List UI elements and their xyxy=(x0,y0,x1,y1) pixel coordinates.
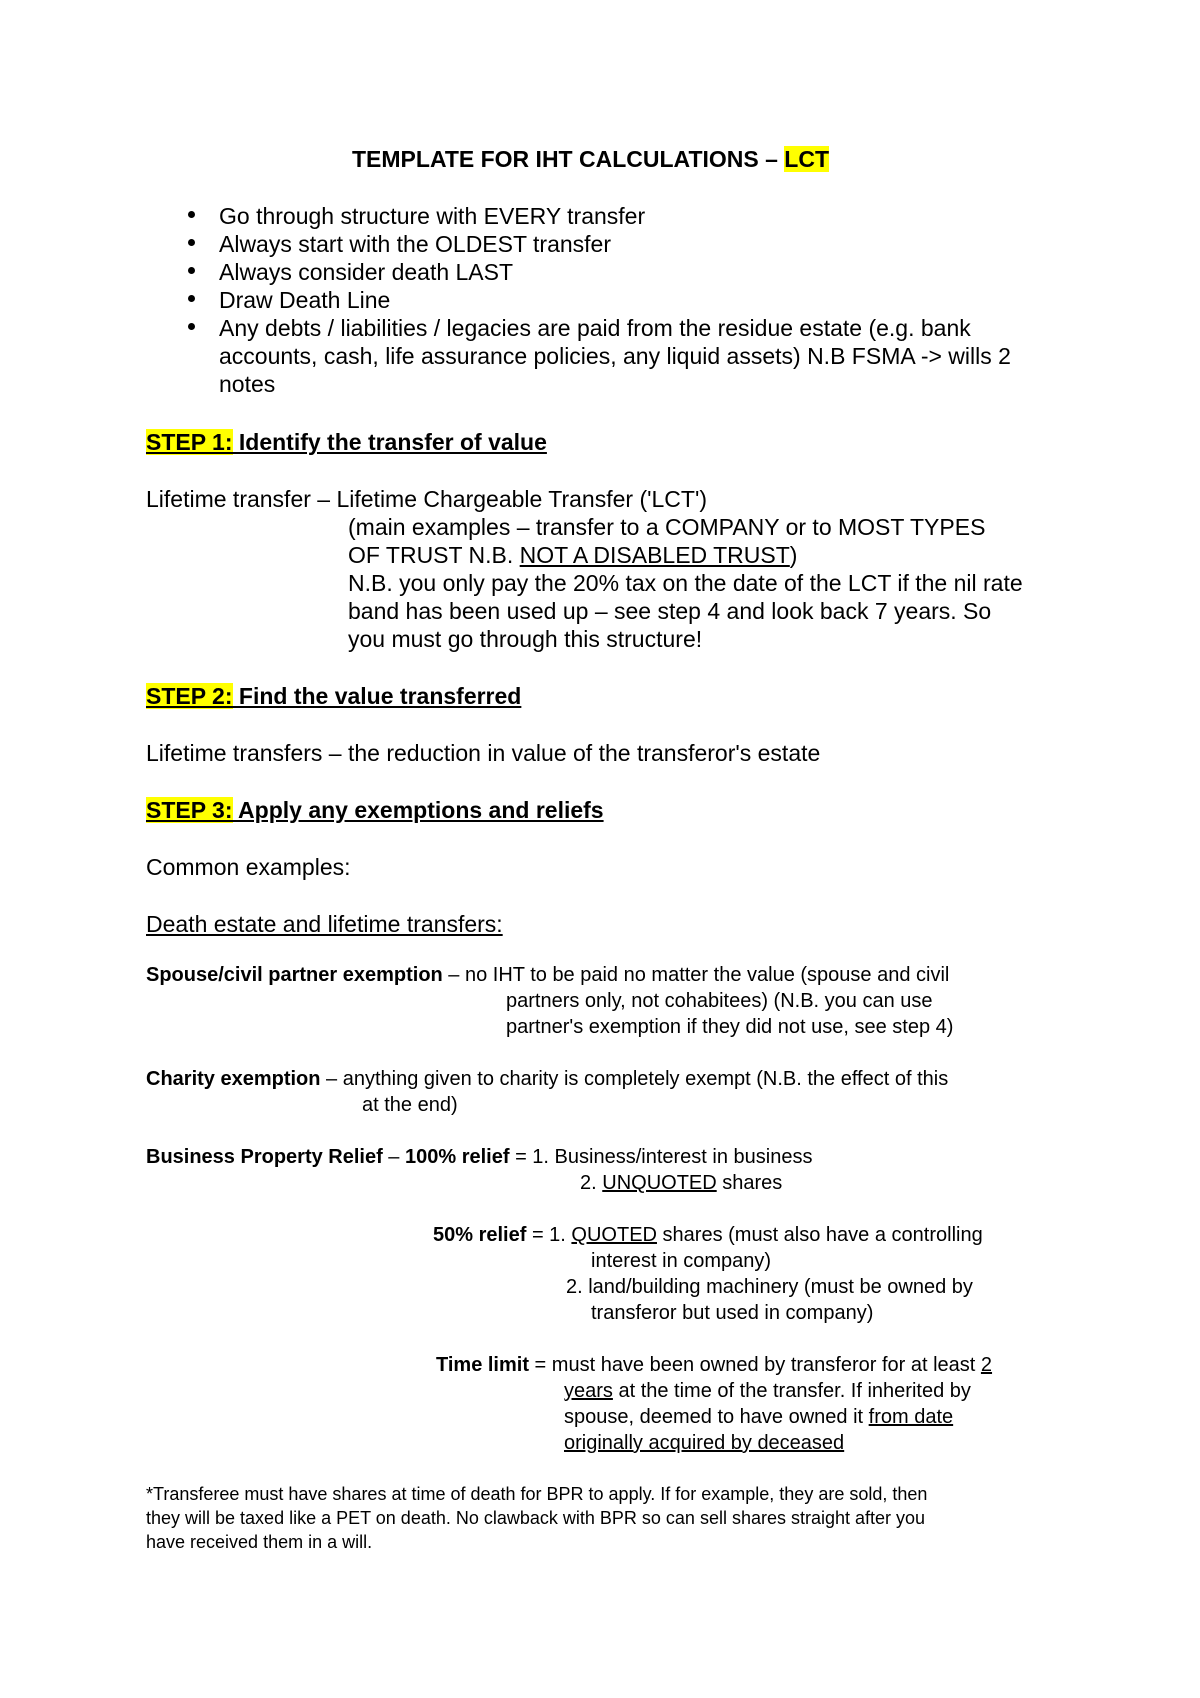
death-estate-subheading: Death estate and lifetime transfers: xyxy=(146,911,503,937)
footnote-line: have received them in a will. xyxy=(146,1532,373,1552)
title-highlight: LCT xyxy=(784,146,830,172)
bullet-item: Draw Death Line xyxy=(219,287,391,313)
step1-line: you must go through this structure! xyxy=(348,626,703,652)
bpr-50-line: transferor but used in company) xyxy=(591,1302,874,1324)
spouse-exemption-line xyxy=(146,962,949,988)
step2-label: STEP 2: xyxy=(146,683,233,709)
time-limit-text: spouse, deemed to have owned it xyxy=(564,1406,869,1428)
bullet-dot-icon xyxy=(188,295,195,302)
bpr-text: shares xyxy=(716,1172,783,1194)
bpr-line xyxy=(580,1170,782,1196)
bullet-item-continuation: accounts, cash, life assurance policies, any liquid assets) N.B FSMA -> wills 2 xyxy=(219,343,1011,369)
step1-text: OF TRUST N.B. xyxy=(348,542,520,568)
step1-heading xyxy=(146,428,547,456)
spouse-exemption-term: Spouse/civil partner exemption xyxy=(146,964,443,986)
time-limit-line xyxy=(436,1352,992,1378)
bullet-item: Always start with the OLDEST transfer xyxy=(219,231,611,257)
footnote xyxy=(146,1482,927,1554)
step1-text: ) xyxy=(789,542,798,568)
step1-title: Identify the transfer of value xyxy=(232,429,547,455)
bpr-line xyxy=(146,1144,812,1170)
bullet-dot-icon xyxy=(188,267,195,274)
time-limit-text: at the time of the transfer. If inherited by xyxy=(612,1380,971,1402)
step1-line: N.B. you only pay the 20% tax on the date of the LCT if the nil rate xyxy=(348,570,1023,596)
charity-exemption-term: Charity exemption xyxy=(146,1068,321,1090)
time-limit-term: Time limit xyxy=(436,1354,529,1376)
footnote-line: they will be taxed like a PET on death. No clawback with BPR so can sell shares straight after you xyxy=(146,1508,926,1528)
bpr-underlined-text: QUOTED xyxy=(571,1224,657,1246)
charity-exemption-text: – anything given to charity is completely exempt (N.B. the effect of this xyxy=(320,1068,949,1090)
step2-line: Lifetime transfers – the reduction in value of the transferor's estate xyxy=(146,740,821,766)
bpr-50-line: interest in company) xyxy=(591,1250,772,1272)
bullet-dot-icon xyxy=(188,239,195,246)
time-limit-line: originally acquired by deceased xyxy=(564,1432,845,1454)
time-limit-line xyxy=(564,1404,953,1430)
spouse-exemption-line: partner's exemption if they did not use, see step 4) xyxy=(506,1016,954,1038)
step3-heading xyxy=(146,796,604,824)
step1-label: STEP 1: xyxy=(146,429,233,455)
common-examples-text: Common examples: xyxy=(146,854,351,880)
bpr-text: = 1. xyxy=(526,1224,572,1246)
step1-line: (main examples – transfer to a COMPANY or to MOST TYPES xyxy=(348,514,986,540)
step3-label: STEP 3: xyxy=(146,797,233,823)
step2-title: Find the value transferred xyxy=(232,683,522,709)
spouse-exemption-text: – no IHT to be paid no matter the value (spouse and civil xyxy=(442,964,950,986)
charity-exemption-line xyxy=(146,1066,948,1092)
footnote-line: *Transferee must have shares at time of death for BPR to apply. If for example, they are sold, then xyxy=(146,1484,928,1504)
document-title xyxy=(352,146,829,173)
time-limit-underlined-text: years xyxy=(564,1380,613,1402)
bpr-100-relief-text: = 1. Business/interest in business xyxy=(509,1146,813,1168)
step1-line: Lifetime transfer – Lifetime Chargeable Transfer ('LCT') xyxy=(146,486,708,512)
bullet-dot-icon xyxy=(188,323,195,330)
bpr-underlined-text: UNQUOTED xyxy=(602,1172,717,1194)
time-limit-line xyxy=(564,1378,971,1404)
bpr-50-line: 2. land/building machinery (must be owned by xyxy=(566,1276,973,1298)
bullet-item: Go through structure with EVERY transfer xyxy=(219,203,646,229)
step1-line: band has been used up – see step 4 and look back 7 years. So xyxy=(348,598,992,624)
time-limit-text: = must have been owned by transferor for at least xyxy=(529,1354,981,1376)
bpr-text: 2. xyxy=(580,1172,603,1194)
spouse-exemption-line: partners only, not cohabitees) (N.B. you can use xyxy=(506,990,933,1012)
step1-line xyxy=(348,541,797,569)
bullet-item: Always consider death LAST xyxy=(219,259,514,285)
charity-exemption-line: at the end) xyxy=(362,1094,458,1116)
bpr-term: Business Property Relief xyxy=(146,1146,383,1168)
time-limit-underlined-text: from date xyxy=(868,1406,954,1428)
step1-underlined-text: NOT A DISABLED TRUST xyxy=(519,542,790,568)
bpr-50-relief-term: 50% relief xyxy=(433,1224,527,1246)
title-text: TEMPLATE FOR IHT CALCULATIONS – xyxy=(352,146,785,172)
bullet-item: Any debts / liabilities / legacies are paid from the residue estate (e.g. bank xyxy=(219,315,971,341)
step3-title: Apply any exemptions and reliefs xyxy=(232,797,604,823)
bullet-dot-icon xyxy=(188,211,195,218)
bpr-dash: – xyxy=(382,1146,405,1168)
time-limit-underlined-text: 2 xyxy=(980,1354,993,1376)
bpr-100-relief-term: 100% relief xyxy=(405,1146,510,1168)
bpr-text: shares (must also have a controlling xyxy=(656,1224,983,1246)
bpr-50-line xyxy=(433,1222,983,1248)
bullet-item-continuation: notes xyxy=(219,371,276,397)
step2-heading xyxy=(146,682,521,710)
